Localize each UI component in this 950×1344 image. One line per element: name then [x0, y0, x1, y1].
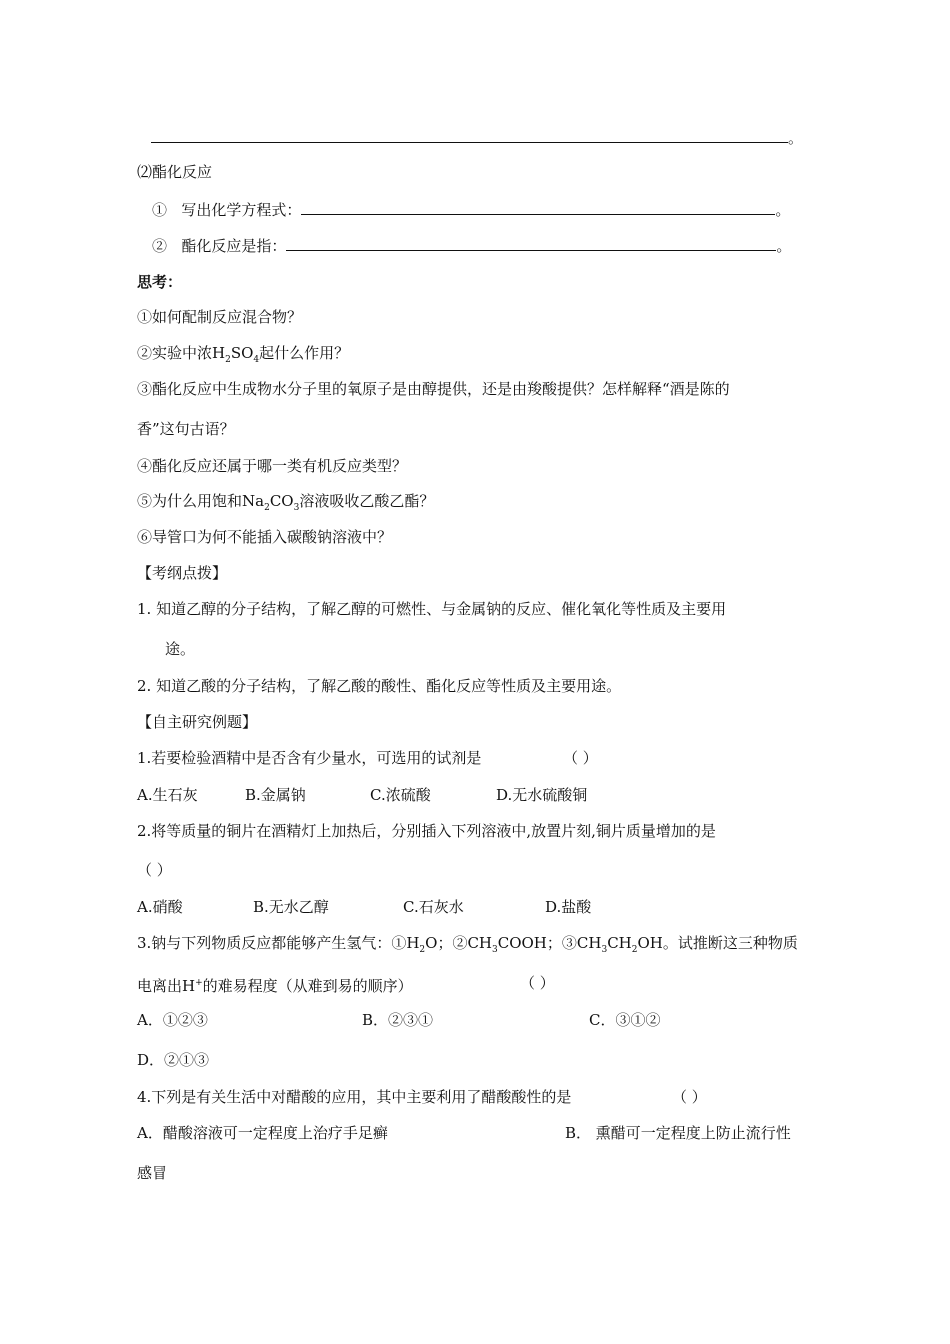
example-3-option-a: A．①②③: [137, 1011, 208, 1029]
thinking-q6: ⑥导管口为何不能插入碳酸钠溶液中？: [137, 528, 393, 546]
example-2-paren: （ ）: [137, 861, 172, 879]
example-1-option-c: C.浓硫酸: [370, 786, 431, 804]
thinking-q5: ⑤为什么用饱和$Na_2CO_3$溶液吸收乙酸乙酯？: [137, 492, 435, 513]
outline-point-2: 2. 知道乙酸的分子结构，了解乙酸的酸性、酯化反应等性质及主要用途。: [137, 677, 622, 695]
example-4-stem: 4.下列是有关生活中对醋酸的应用，其中主要利用了醋酸酸性的是: [137, 1088, 572, 1106]
examples-heading: 【自主研究例题】: [137, 713, 258, 731]
example-4-option-b-cont: 感冒: [137, 1164, 168, 1182]
equation-blank[interactable]: [301, 200, 775, 215]
example-2-option-a: A.硝酸: [137, 898, 183, 916]
thinking-q2: ②实验中浓$H_2SO_4$起什么作用？: [137, 344, 350, 365]
example-2-stem: 2.将等质量的铜片在酒精灯上加热后，分别插入下列溶液中,放置片刻,铜片质量增加的是: [137, 822, 716, 840]
example-3-paren: （ ）: [520, 974, 555, 992]
outline-point-1-cont: 途。: [165, 640, 196, 658]
top-answer-line: 。: [151, 128, 803, 148]
outline-point-1: 1. 知道乙醇的分子结构，了解乙醇的可燃性、与金属钠的反应、催化氧化等性质及主要用: [137, 600, 727, 618]
esterification-item-1: ① 写出化学方程式： 。: [152, 201, 791, 219]
example-1-option-d: D.无水硫酸铜: [496, 786, 588, 804]
example-1-option-a: A.生石灰: [137, 786, 198, 804]
example-3-line1: 3.钠与下列物质反应都能够产生氢气：$①H_2O$；$②CH_3COOH$；$③CH_3CH_2OH$。试推断这三种物质: [137, 934, 798, 955]
example-2-option-b: B.无水乙醇: [253, 898, 329, 916]
example-3-option-c: C．③①②: [589, 1011, 661, 1029]
answer-blank[interactable]: [151, 128, 788, 143]
thinking-q3-line1: ③酯化反应中生成物水分子里的氧原子是由醇提供，还是由羧酸提供？怎样解释“酒是陈的: [137, 380, 730, 398]
example-1-paren: （ ）: [563, 749, 598, 767]
thinking-heading: 思考：: [137, 273, 183, 291]
example-1-stem: 1.若要检验酒精中是否含有少量水，可选用的试剂是: [137, 749, 482, 767]
thinking-q4: ④酯化反应还属于哪一类有机反应类型？: [137, 457, 408, 475]
thinking-q1: ①如何配制反应混合物？: [137, 308, 303, 326]
example-3-option-b: B．②③①: [362, 1011, 434, 1029]
example-3-option-d: D．②①③: [137, 1051, 210, 1069]
outline-heading: 【考纲点拨】: [137, 564, 228, 582]
example-2-option-c: C.石灰水: [403, 898, 464, 916]
thinking-q3-line2: 香”这句古语？: [137, 420, 235, 438]
example-1-option-b: B.金属钠: [245, 786, 306, 804]
example-4-option-a: A．醋酸溶液可一定程度上治疗手足癣: [137, 1124, 388, 1142]
definition-blank[interactable]: [286, 236, 776, 251]
esterification-item-2: ② 酯化反应是指： 。: [152, 237, 792, 255]
example-2-option-d: D.盐酸: [545, 898, 592, 916]
example-3-line2: 电离出H+的难易程度（从难到易的顺序）: [137, 977, 413, 995]
esterification-heading: ⑵酯化反应: [137, 163, 213, 181]
example-4-paren: （ ）: [672, 1088, 707, 1106]
example-4-option-b: B． 熏醋可一定程度上防止流行性: [565, 1124, 791, 1142]
